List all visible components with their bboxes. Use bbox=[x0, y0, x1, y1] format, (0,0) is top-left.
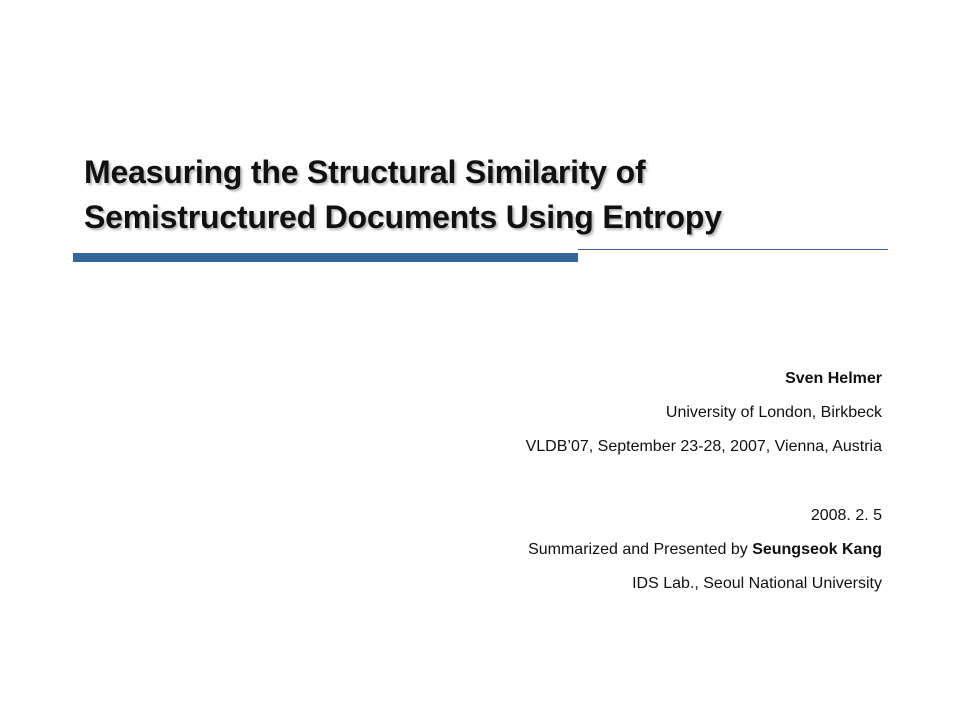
presenter-affiliation: IDS Lab., Seoul National University bbox=[632, 575, 882, 592]
author-affiliation: University of London, Birkbeck bbox=[665, 404, 882, 421]
presentation-date: 2008. 2. 5 bbox=[810, 507, 882, 524]
spacer bbox=[182, 471, 882, 506]
title-underline-thin bbox=[578, 249, 888, 250]
author-name: Sven Helmer bbox=[785, 370, 882, 387]
title-line-1: Measuring the Structural Similarity of bbox=[84, 154, 646, 190]
presenter-line bbox=[182, 540, 882, 574]
venue-line: VLDB’07, September 23-28, 2007, Vienna, Austria bbox=[525, 438, 882, 455]
presenter-prefix: Summarized and Presented by bbox=[528, 541, 748, 558]
slide-title bbox=[84, 150, 904, 240]
title-line-2: Semistructured Documents Using Entropy bbox=[84, 199, 722, 235]
slide-info-block bbox=[182, 369, 882, 608]
presenter-name: Seungseok Kang bbox=[752, 541, 882, 558]
title-underline-thick bbox=[73, 253, 578, 262]
